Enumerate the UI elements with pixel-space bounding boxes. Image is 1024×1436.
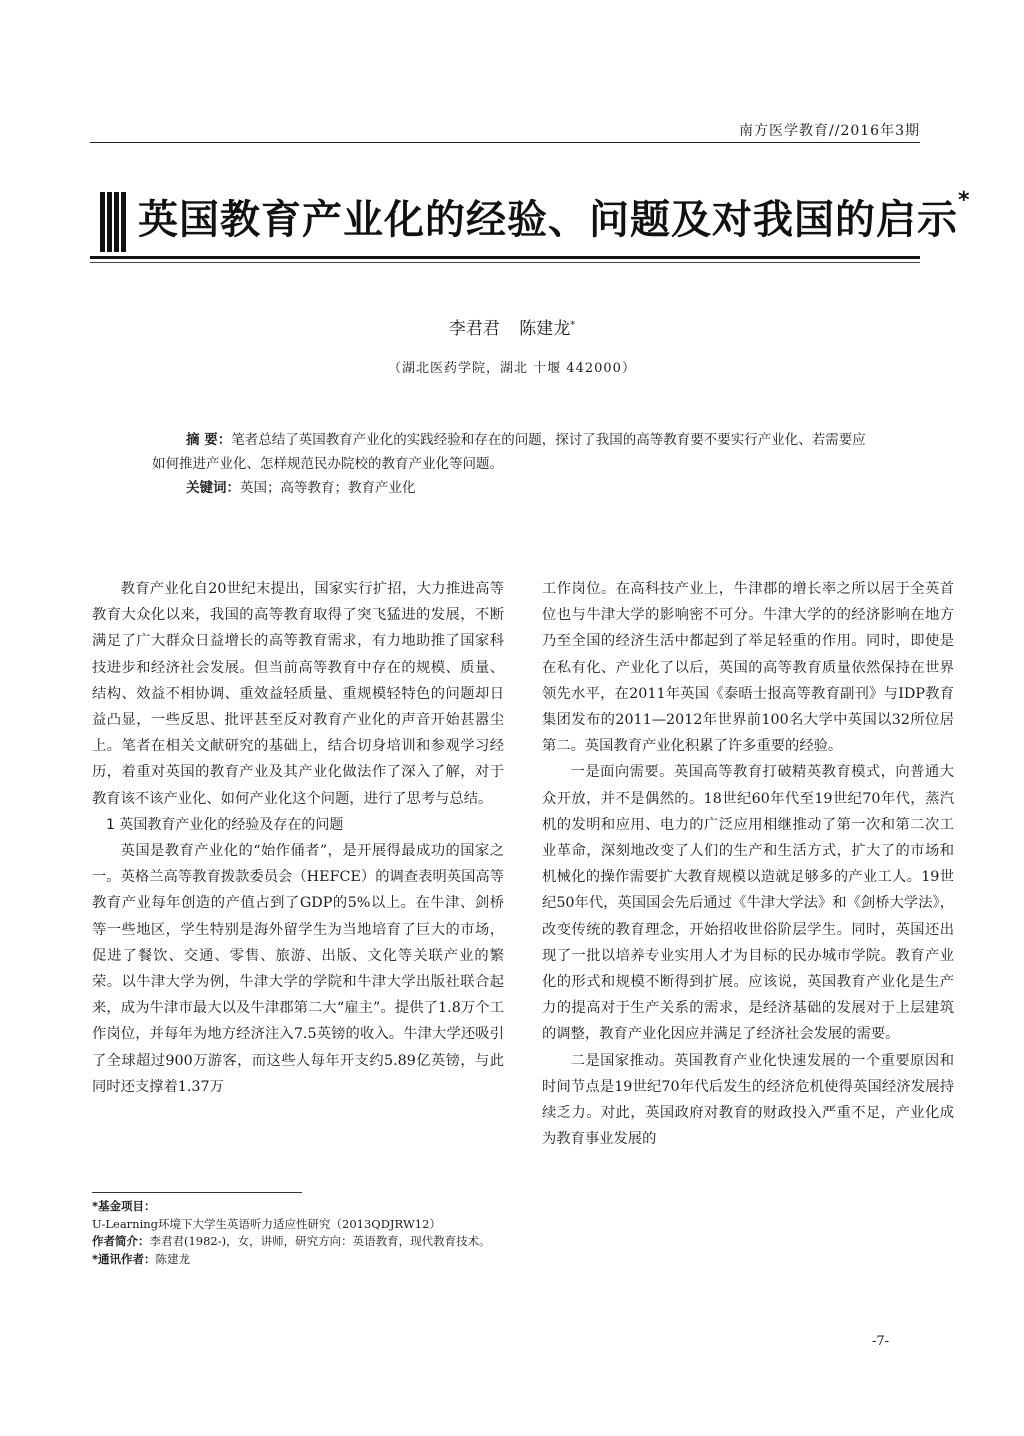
abstract-text: 笔者总结了英国教育产业化的实践经验和存在的问题，探讨了我国的高等教育要不要实行产业化、若需要应如何推进产业化、怎样规范民办院校的教育产业化等问题。 (152, 432, 866, 472)
section-heading: 1 英国教育产业化的经验及存在的问题 (106, 816, 344, 833)
body-paragraph: 工作岗位。在高科技产业上，牛津郡的增长率之所以居于全英首位也与牛津大学的影响密不可分。牛津大学的的经济影响在地方乃至全国的经济生活中都起到了举足轻重的作用。同时，即使是在私有化、产业化了以后，英国的高等教育质量依然保持在世界领先水平，在2011年英国《泰晤士报高等教育副刊》与IDP教育集团发布的2011—2012年世界前100名大学中英国以32所位居第二。英国教育产业化积累了许多重要的经验。 (542, 581, 954, 755)
footnote-corresponding: *通讯作者：陈建龙 (92, 1251, 191, 1266)
title-footnote-mark: * (958, 188, 971, 213)
abstract-label: 摘 要： (186, 432, 232, 448)
keywords-label: 关键词： (186, 480, 240, 496)
body-paragraph: 二是国家推动。英国教育产业化快速发展的一个重要原因和时间节点是19世纪70年代后发生的经济危机使得英国经济发展持续乏力。对此，英国政府对教育的财政投入严重不足，产业化成为教育事业发展的 (542, 1052, 954, 1148)
running-head: 南方医学教育//2016年3期 (739, 123, 920, 139)
footnotes (92, 1198, 504, 1268)
title-rule-thick (90, 256, 920, 259)
title-rule-thin (90, 262, 920, 263)
body-paragraph: 一是面向需要。英国高等教育打破精英教育模式，向普通大众开放，并不是偶然的。18世纪60年代至19世纪70年代，蒸汽机的发明和应用、电力的广泛应用相继推动了第一次和第二次工业革命，深刻地改变了人们的生产和生活方式，扩大了的市场和机械化的操作需要扩大教育规模以造就足够多的产业工人。19世纪50年代，英国国会先后通过《牛津大学法》和《剑桥大学法》，改变传统的教育理念，开始招收世俗阶层学生。同时，英国还出现了一批以培养专业实用人才为目标的民办城市学院。教育产业化的形式和规模不断得到扩展。应该说，英国教育产业化是生产力的提高对于生产关系的需求，是经济基础的发展对于上层建筑的调整，教育产业化因应并满足了经济社会发展的需要。 (542, 764, 954, 1043)
header-rule (90, 142, 920, 143)
title-text: 英国教育产业化的经验、问题及对我国的启示 (138, 197, 958, 243)
body-paragraph: 英国是教育产业化的“始作俑者”，是开展得最成功的国家之一。英格兰高等教育拨款委员会（HEFCE）的调查表明英国高等教育产业每年创造的产值占到了GDP的5%以上。在牛津、剑桥等一些地区，学生特别是海外留学生为当地培育了巨大的市场，促进了餐饮、交通、零售、旅游、出版、文化等关联产业的繁荣。以牛津大学为例，牛津大学的学院和牛津大学出版社联合起来，成为牛津市最大以及牛津郡第二大“雇主”。提供了1.8万个工作岗位，并每年为地方经济注入7.5英镑的收入。牛津大学还吸引了全球超过900万游客，而这些人每年开支约5.89亿英镑，与此同时还支撑着1.37万 (92, 843, 504, 1095)
keywords (152, 476, 874, 500)
title-bar-ornament (100, 192, 128, 252)
author-names: 李君君 陈建龙 (448, 319, 571, 339)
footnote-rule (92, 1192, 302, 1193)
body-column-right (542, 576, 954, 1152)
abstract (152, 428, 874, 476)
article-title (138, 188, 971, 245)
authors (0, 314, 1024, 339)
author-mark: * (570, 319, 576, 331)
affiliation: （湖北医药学院，湖北 十堰 442000） (388, 361, 636, 376)
abstract-block (152, 428, 874, 500)
footnote-funding: *基金项目：U-Learning环境下大学生英语听力适应性研究（2013QDJRW12） (92, 1199, 441, 1231)
page-number: -7- (872, 1334, 890, 1349)
body-paragraph: 教育产业化自20世纪末提出，国家实行扩招，大力推进高等教育大众化以来，我国的高等教育取得了突飞猛进的发展，不断满足了广大群众日益增长的高等教育需求，有力地助推了国家科技进步和经济社会发展。但当前高等教育中存在的规模、质量、结构、效益不相协调、重效益轻质量、重规模轻特色的问题却日益凸显，一些反思、批评甚至反对教育产业化的声音开始甚嚣尘上。笔者在相关文献研究的基础上，结合切身培训和参观学习经历，着重对英国的教育产业及其产业化做法作了深入了解，对于教育该不该产业化、如何产业化这个问题，进行了思考与总结。 (92, 581, 504, 807)
body-column-left (92, 576, 504, 1100)
footnote-author-bio: 作者简介：李君君(1982-)，女，讲师，研究方向：英语教育，现代教育技术。 (92, 1234, 491, 1248)
keywords-text: 英国；高等教育；教育产业化 (240, 480, 416, 496)
